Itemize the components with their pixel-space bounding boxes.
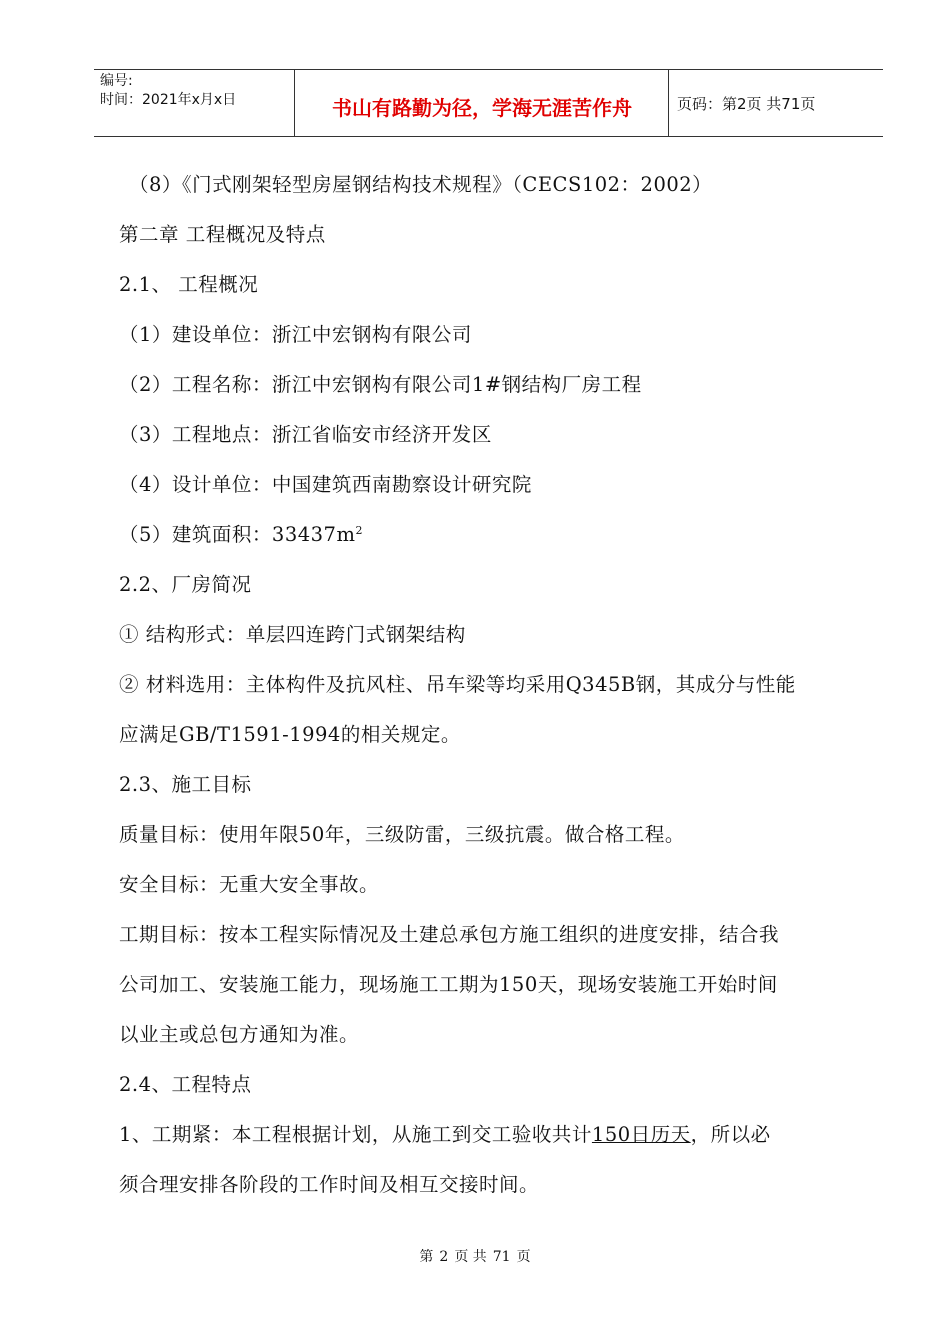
document-time: 时间：2021年x月x日 xyxy=(100,92,237,108)
feature-item-1 xyxy=(119,1120,864,1170)
safety-target: 安全目标：无重大安全事故。 xyxy=(119,873,380,896)
document-body xyxy=(119,170,864,1220)
header-motto: 书山有路勤为径，学海无涯苦作舟 xyxy=(332,96,632,120)
feature-item-1-start: 1、工期紧：本工程根据计划，从施工到交工验收共计 xyxy=(119,1123,592,1146)
structure-form: ① 结构形式：单层四连跨门式钢架结构 xyxy=(119,623,466,646)
header-bottom-rule xyxy=(94,136,883,137)
section-heading-2-3: 2.3、施工目标 xyxy=(119,773,252,796)
section-heading-2-4: 2.4、工程特点 xyxy=(119,1073,252,1096)
header-divider-left xyxy=(294,69,295,136)
footer-total-pages: 71 xyxy=(492,1249,511,1265)
project-item-5 xyxy=(119,520,864,570)
feature-item-1-duration: 150日历天 xyxy=(591,1123,691,1146)
header-top-rule xyxy=(94,69,883,70)
area-unit-superscript: 2 xyxy=(355,524,363,537)
project-item-4: （4）设计单位：中国建筑西南勘察设计研究院 xyxy=(119,473,532,496)
footer-suffix: 页 xyxy=(516,1249,531,1265)
schedule-target: 工期目标：按本工程实际情况及土建总承包方施工组织的进度安排，结合我 xyxy=(119,923,780,946)
footer-page-number: 2 xyxy=(439,1249,449,1265)
schedule-target-cont-1: 公司加工、安装施工能力，现场施工工期为150天，现场安装施工开始时间 xyxy=(119,973,778,996)
document-number: 编号: xyxy=(100,73,133,89)
header-meta xyxy=(100,72,236,110)
material-selection-cont: 应满足GB/T1591-1994的相关规定。 xyxy=(119,723,461,746)
section-heading-2-1: 2.1、 工程概况 xyxy=(119,273,259,296)
header-page-info: 页码：第2页 共71页 xyxy=(677,95,816,113)
header-divider-right xyxy=(668,69,669,136)
project-item-1: （1）建设单位：浙江中宏钢构有限公司 xyxy=(119,323,472,346)
section-heading-2-2: 2.2、厂房简况 xyxy=(119,573,252,596)
reference-item-8: （8）《门式刚架轻型房屋钢结构技术规程》（CECS102：2002） xyxy=(129,173,713,196)
material-selection: ② 材料选用：主体构件及抗风柱、吊车梁等均采用Q345B钢，其成分与性能 xyxy=(119,673,796,696)
feature-item-1-cont: 须合理安排各阶段的工作时间及相互交接时间。 xyxy=(119,1173,540,1196)
project-item-3: （3）工程地点：浙江省临安市经济开发区 xyxy=(119,423,492,446)
building-area-text: （5）建筑面积：33437m xyxy=(119,523,356,546)
quality-target: 质量目标：使用年限50年，三级防雷，三级抗震。做合格工程。 xyxy=(119,823,685,846)
project-item-2: （2）工程名称：浙江中宏钢构有限公司1#钢结构厂房工程 xyxy=(119,373,642,396)
page-footer xyxy=(0,1246,950,1266)
footer-mid: 页 共 xyxy=(454,1249,487,1265)
feature-item-1-end: ，所以必 xyxy=(690,1123,771,1146)
footer-prefix: 第 xyxy=(419,1249,434,1265)
schedule-target-cont-2: 以业主或总包方通知为准。 xyxy=(119,1023,360,1046)
chapter-heading: 第二章 工程概况及特点 xyxy=(119,223,326,246)
